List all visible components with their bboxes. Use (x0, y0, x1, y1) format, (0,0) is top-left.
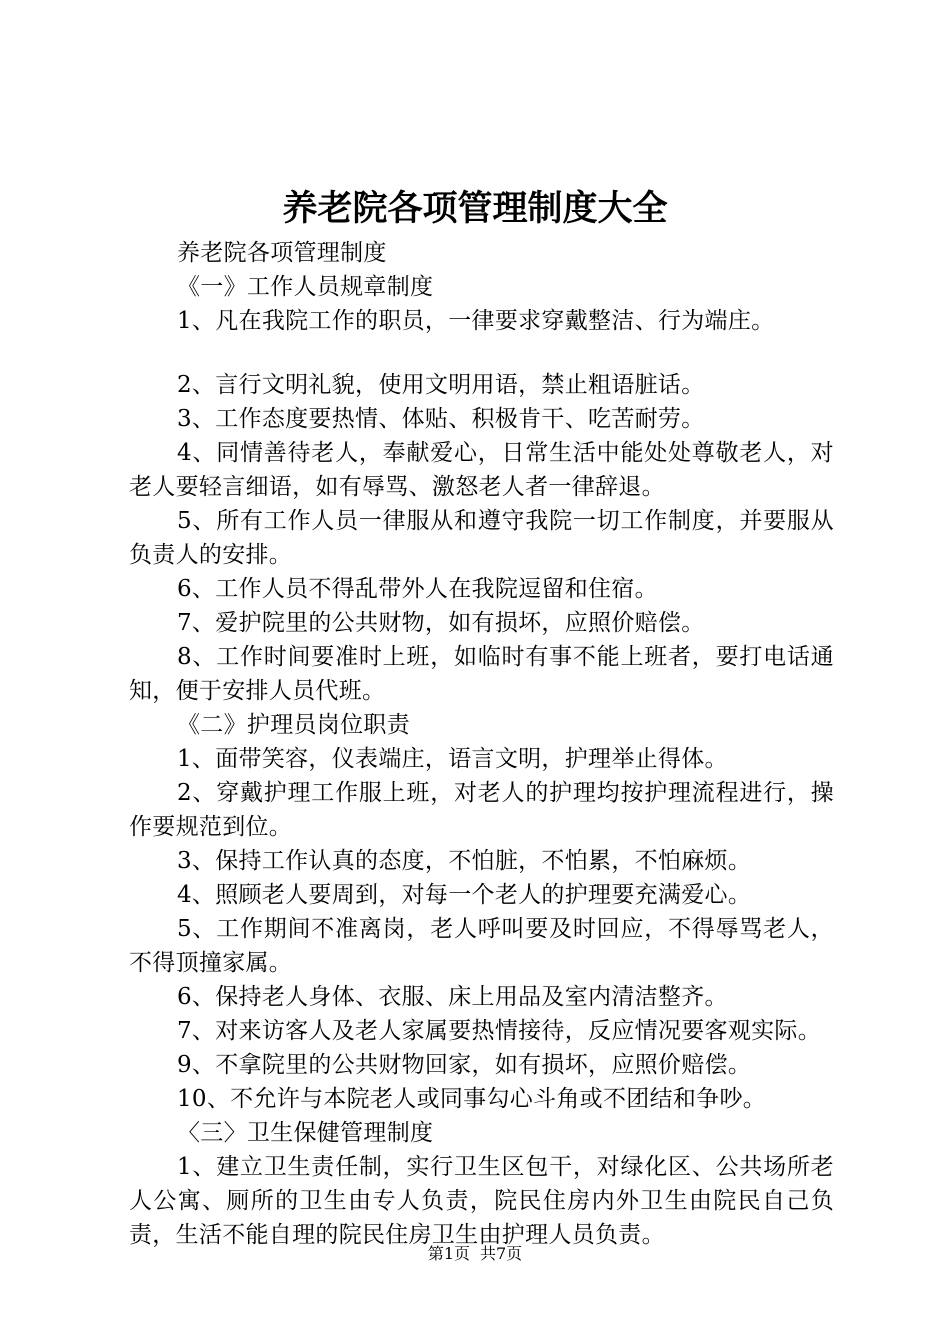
paragraph: 4、照顾老人要周到，对每一个老人的护理要充满爱心。 (177, 882, 752, 908)
paragraph: 5、工作期间不准离岗，老人呼叫要及时回应，不得辱骂老人，不得顶撞家属。 (129, 916, 834, 976)
section-heading-2: 《二》护理员岗位职责 (177, 712, 410, 738)
page-footer (0, 1243, 950, 1265)
paragraph: 6、保持老人身体、衣服、床上用品及室内清洁整齐。 (177, 984, 728, 1010)
paragraph-heading: 养老院各项管理制度 (177, 240, 387, 266)
paragraph: 7、对来访客人及老人家属要热情接待，反应情况要客观实际。 (177, 1018, 822, 1044)
paragraph: 1、建立卫生责任制，实行卫生区包干，对绿化区、公共场所老人公寓、厕所的卫生由专人负责，院民住房内外卫生由院民自己负责，生活不能自理的院民住房卫生由护理人员负责。 (129, 1154, 834, 1248)
paragraph: 1、凡在我院工作的职员，一律要求穿戴整洁、行为端庄。 (177, 308, 775, 334)
paragraph: 2、穿戴护理工作服上班，对老人的护理均按护理流程进行，操作要规范到位。 (129, 780, 834, 840)
paragraph: 6、工作人员不得乱带外人在我院逗留和住宿。 (177, 576, 658, 602)
paragraph: 3、保持工作认真的态度，不怕脏，不怕累，不怕麻烦。 (177, 848, 752, 874)
section-heading-1: 《一》工作人员规章制度 (177, 274, 434, 300)
paragraph: 3、工作态度要热情、体贴、积极肯干、吃苦耐劳。 (177, 406, 705, 432)
paragraph: 5、所有工作人员一律服从和遵守我院一切工作制度，并要服从负责人的安排。 (129, 508, 834, 568)
paragraph: 9、不拿院里的公共财物回家，如有损坏，应照价赔偿。 (177, 1052, 752, 1078)
paragraph: 4、同情善待老人，奉献爱心，日常生活中能处处尊敬老人，对老人要轻言细语，如有辱骂、激怒老人者一律辞退。 (129, 440, 834, 500)
paragraph: 7、爱护院里的公共财物，如有损坏，应照价赔偿。 (177, 610, 705, 636)
page-total: 共7页 (480, 1244, 523, 1263)
paragraph: 2、言行文明礼貌，使用文明用语，禁止粗语脏话。 (177, 372, 705, 398)
paragraph: 8、工作时间要准时上班，如临时有事不能上班者，要打电话通知，便于安排人员代班。 (129, 644, 834, 704)
document-body (129, 236, 834, 1252)
section-heading-3: 〈三〉卫生保健管理制度 (177, 1120, 434, 1146)
page-title: 养老院各项管理制度大全 (282, 188, 668, 229)
paragraph: 1、面带笑容，仪表端庄，语言文明，护理举止得体。 (177, 746, 728, 772)
paragraph: 10、不允许与本院老人或同事勾心斗角或不团结和争吵。 (177, 1086, 767, 1112)
page-number: 第1页 (427, 1244, 470, 1263)
